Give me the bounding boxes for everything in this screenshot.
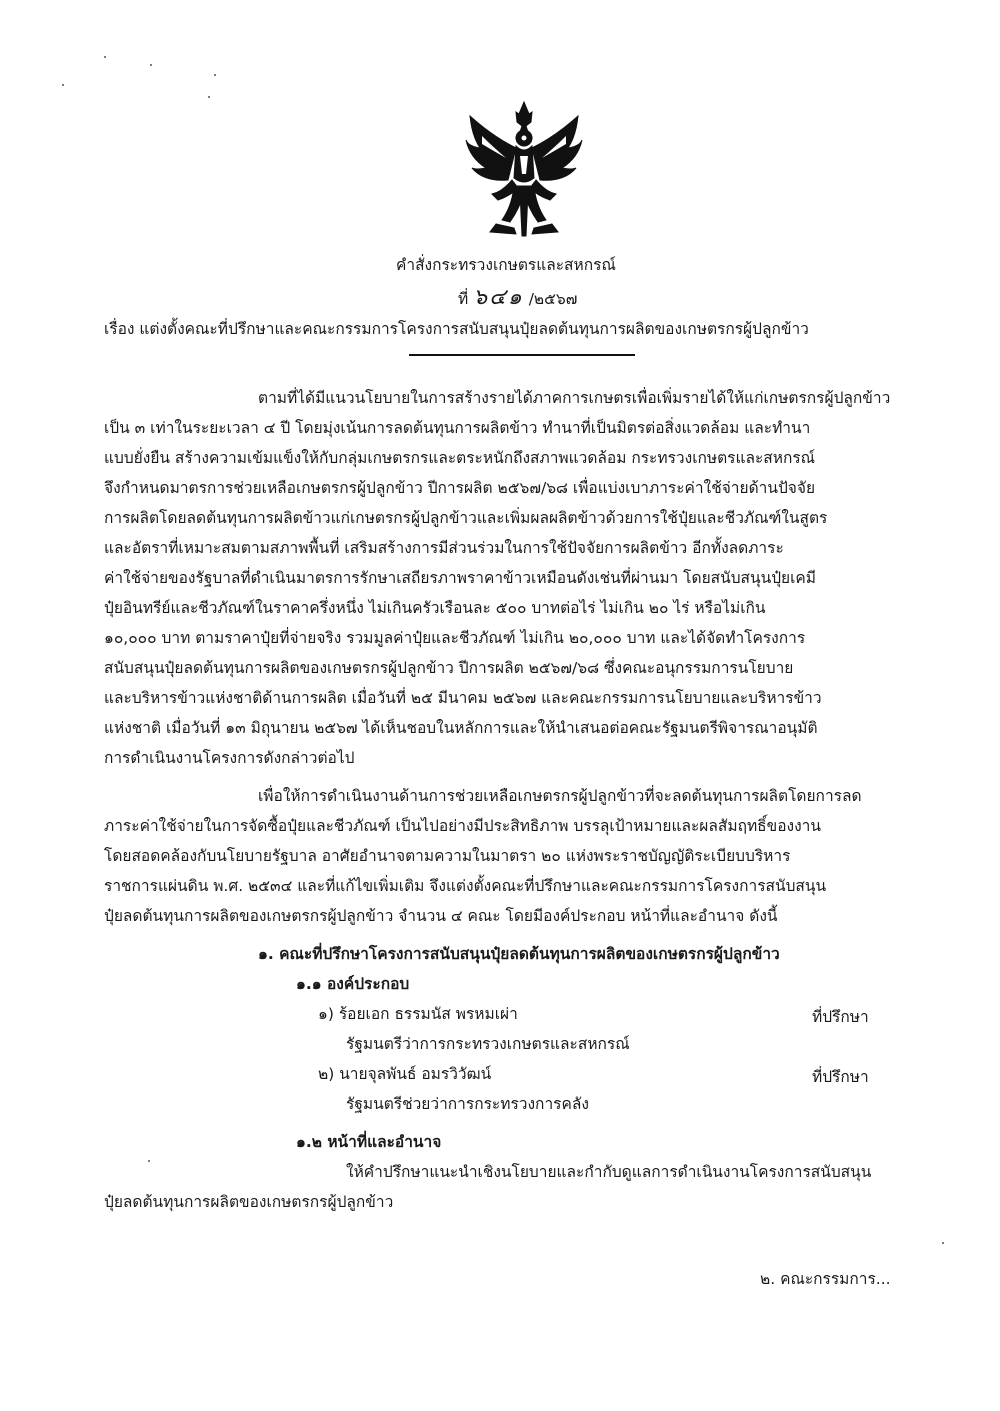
order-number-year: /๒๕๖๗ [528, 290, 578, 308]
paragraph1-line: ๑๐,๐๐๐ บาท ตามราคาปุ๋ยที่จ่ายจริง รวมมูลค่าปุ๋ยและชีวภัณฑ์ ไม่เกิน ๒๐,๐๐๐ บาท และได้จัดทำโครงการ [104, 629, 806, 647]
paragraph1-line: ปุ๋ยอินทรีย์และชีวภัณฑ์ในราคาครึ่งหนึ่ง ไม่เกินครัวเรือนละ ๕๐๐ บาทต่อไร่ ไม่เกิน ๒๐ ไร่ หรือไม่เกิน [104, 599, 766, 617]
scan-speck [150, 64, 152, 66]
scan-speck [214, 74, 216, 76]
paragraph1-line: ค่าใช้จ่ายของรัฐบาลที่ดำเนินมาตรการรักษาเสถียรภาพราคาข้าวเหมือนดังเช่นที่ผ่านมา โดยสนับสนุนปุ๋ยเคมี [104, 569, 817, 587]
section1-heading: ๑. คณะที่ปรึกษาโครงการสนับสนุนปุ๋ยลดต้นทุนการผลิตของเกษตรกรผู้ปลูกข้าว [258, 945, 780, 963]
order-subject: เรื่อง แต่งตั้งคณะที่ปรึกษาและคณะกรรมการโครงการสนับสนุนปุ๋ยลดต้นทุนการผลิตของเกษตรกรผู้ปลูกข้าว [104, 320, 809, 338]
order-number-prefix: ที่ [458, 290, 469, 308]
section1-sub2-heading: ๑.๒ หน้าที่และอำนาจ [296, 1133, 442, 1151]
paragraph1-line: และอัตราที่เหมาะสมตามสภาพพื้นที่ เสริมสร้างการมีส่วนร่วมในการใช้ปัจจัยการผลิตข้าว อีกทั้งลดภาระ [104, 539, 784, 557]
member-role: ที่ปรึกษา [812, 1068, 869, 1086]
garuda-emblem-icon [462, 96, 586, 240]
paragraph2-line: ปุ๋ยลดต้นทุนการผลิตของเกษตรกรผู้ปลูกข้าว จำนวน ๔ คณะ โดยมีองค์ประกอบ หน้าที่และอำนาจ ดังนี้ [104, 907, 778, 925]
paragraph1-line: แห่งชาติ เมื่อวันที่ ๑๓ มิถุนายน ๒๕๖๗ ได้เห็นชอบในหลักการและให้นำเสนอต่อคณะรัฐมนตรีพิจารณาอนุมัติ [104, 719, 818, 737]
order-number [458, 279, 1000, 314]
paragraph2-line: โดยสอดคล้องกับนโยบายรัฐบาล อาศัยอำนาจตามความในมาตรา ๒๐ แห่งพระราชบัญญัติระเบียบบริหาร [104, 847, 791, 865]
paragraph2-line: ราชการแผ่นดิน พ.ศ. ๒๕๓๔ และที่แก้ไขเพิ่มเติม จึงแต่งตั้งคณะที่ปรึกษาและคณะกรรมการโครงการสนับสนุน [104, 877, 827, 895]
member-role: ที่ปรึกษา [812, 1008, 869, 1026]
order-number-handwritten: ๖๔๑ [473, 285, 524, 310]
member-name: ๒) นายจุลพันธ์ อมรวิวัฒน์ [318, 1065, 492, 1083]
member-position: รัฐมนตรีช่วยว่าการกระทรวงการคลัง [346, 1095, 589, 1113]
scan-speck [104, 56, 106, 58]
paragraph1-line: การดำเนินงานโครงการดังกล่าวต่อไป [104, 749, 355, 767]
continued-footer: ๒. คณะกรรมการ... [760, 1270, 891, 1288]
member-position: รัฐมนตรีว่าการกระทรวงเกษตรและสหกรณ์ [346, 1035, 630, 1053]
section1-sub1-heading: ๑.๑ องค์ประกอบ [296, 975, 410, 993]
paragraph1-line: และบริหารข้าวแห่งชาติด้านการผลิต เมื่อวันที่ ๒๕ มีนาคม ๒๕๖๗ และคณะกรรมการนโยบายและบริหารข้าว [104, 689, 822, 707]
paragraph2-line: ภาระค่าใช้จ่ายในการจัดซื้อปุ๋ยและชีวภัณฑ์ เป็นไปอย่างมีประสิทธิภาพ บรรลุเป้าหมายและผลสัมฤทธิ์ของงาน [104, 817, 821, 835]
scan-speck [942, 1242, 944, 1244]
paragraph2-line: เพื่อให้การดำเนินงานด้านการช่วยเหลือเกษตรกรผู้ปลูกข้าวที่จะลดต้นทุนการผลิตโดยการลด [258, 787, 862, 805]
paragraph1-line: ตามที่ได้มีแนวนโยบายในการสร้างรายได้ภาคการเกษตรเพื่อเพิ่มรายได้ให้แก่เกษตรกรผู้ปลูกข้าว [258, 389, 891, 407]
paragraph1-line: เป็น ๓ เท่าในระยะเวลา ๔ ปี โดยมุ่งเน้นการลดต้นทุนการผลิตข้าว ทำนาที่เป็นมิตรต่อสิ่งแวดล้อม และทำนา [104, 419, 811, 437]
scan-speck [208, 96, 210, 98]
duties-line: ปุ๋ยลดต้นทุนการผลิตของเกษตรกรผู้ปลูกข้าว [104, 1193, 394, 1211]
scan-speck [148, 1160, 150, 1162]
paragraph1-line: แบบยั่งยืน สร้างความเข้มแข็งให้กับกลุ่มเกษตรกรและตระหนักถึงสภาพแวดล้อม กระทรวงเกษตรและสหกรณ์ [104, 449, 816, 467]
member-name: ๑) ร้อยเอก ธรรมนัส พรหมเผ่า [318, 1005, 518, 1023]
header-divider [409, 354, 635, 356]
paragraph1-line: การผลิตโดยลดต้นทุนการผลิตข้าวแก่เกษตรกรผู้ปลูกข้าวและเพิ่มผลผลิตข้าวด้วยการใช้ปุ๋ยและชีวภัณฑ์ในสูตร [104, 509, 828, 527]
paragraph1-line: สนับสนุนปุ๋ยลดต้นทุนการผลิตของเกษตรกรผู้ปลูกข้าว ปีการผลิต ๒๕๖๗/๖๘ ซึ่งคณะอนุกรรมการนโยบาย [104, 659, 794, 677]
paragraph1-line: จึงกำหนดมาตรการช่วยเหลือเกษตรกรผู้ปลูกข้าว ปีการผลิต ๒๕๖๗/๖๘ เพื่อแบ่งเบาภาระค่าใช้จ่ายด้านปัจจัย [104, 479, 816, 497]
duties-line: ให้คำปรึกษาแนะนำเชิงนโยบายและกำกับดูแลการดำเนินงานโครงการสนับสนุน [346, 1163, 872, 1181]
order-title: คำสั่งกระทรวงเกษตรและสหกรณ์ [396, 256, 616, 274]
scan-speck [62, 84, 64, 86]
